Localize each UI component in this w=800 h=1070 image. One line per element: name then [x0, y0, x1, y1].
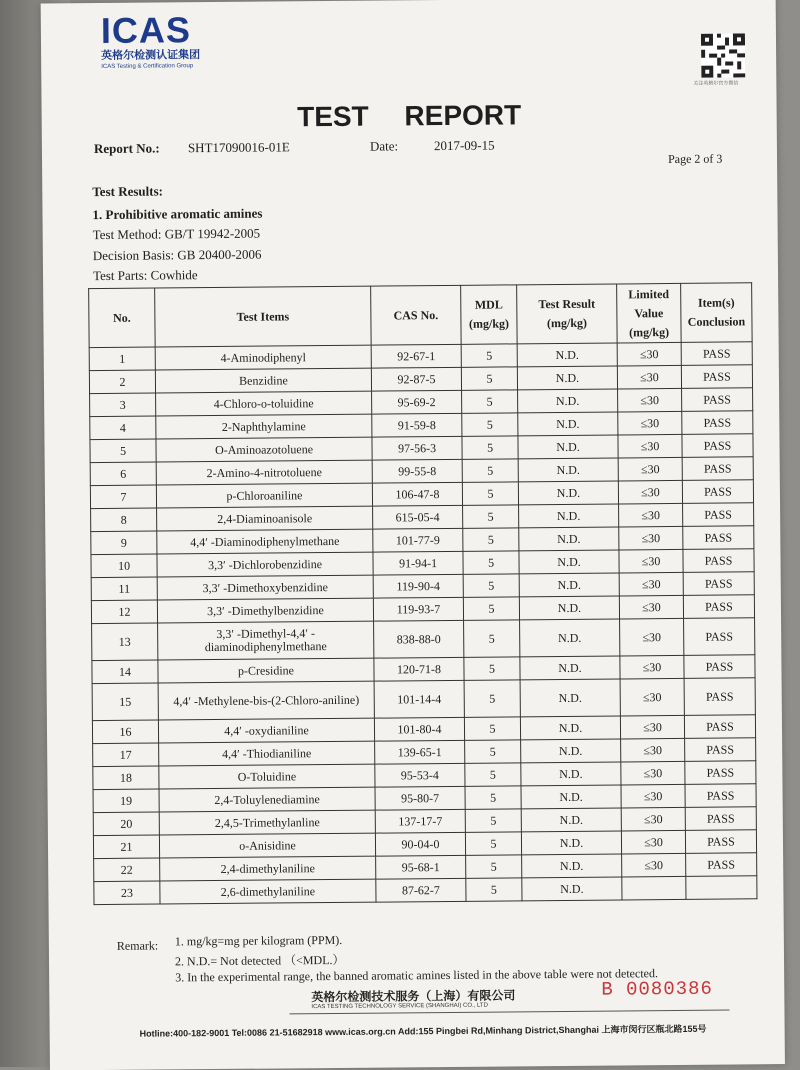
date-value: 2017-09-15	[433, 137, 495, 154]
cell-cas: 91-94-1	[373, 551, 463, 575]
cell-mdl: 5	[463, 597, 519, 620]
cell-no: 10	[91, 554, 157, 578]
cell-cas: 95-68-1	[376, 855, 466, 879]
company-name-cn: 英格尔检测技术服务（上海）有限公司	[311, 988, 516, 1005]
test-results-label: Test Results:	[92, 183, 164, 200]
cell-mdl: 5	[465, 832, 521, 855]
cell-limit: ≤30	[622, 853, 686, 877]
cell-result: N.D.	[521, 762, 621, 786]
cell-item: 3,3′ -Dimethylbenzidine	[157, 598, 373, 623]
section-heading: 1. Prohibitive aromatic amines	[92, 205, 263, 223]
cell-result: N.D.	[521, 785, 621, 809]
cell-result: N.D.	[518, 435, 618, 459]
cell-conclusion: PASS	[685, 738, 756, 762]
cell-result: N.D.	[518, 458, 618, 482]
cell-result: N.D.	[521, 831, 621, 855]
cell-conclusion: PASS	[684, 655, 755, 679]
cell-limit: ≤30	[617, 365, 681, 389]
cell-no: 23	[94, 881, 160, 905]
cell-item: 2,4-Toluylenediamine	[159, 787, 375, 812]
cell-mdl: 5	[466, 878, 522, 901]
cell-conclusion	[686, 876, 757, 900]
cell-conclusion: PASS	[684, 678, 755, 716]
logo-english: ICAS Testing & Certification Group	[101, 63, 194, 70]
cell-limit: ≤30	[621, 830, 685, 854]
cell-limit	[622, 876, 686, 900]
cell-limit: ≤30	[619, 526, 683, 550]
cell-conclusion: PASS	[681, 365, 752, 389]
cell-result: N.D.	[519, 550, 619, 574]
cell-no: 2	[89, 370, 155, 394]
footer-contact: Hotline:400-182-9001 Tel:0086 21-51682918 www.icas.org.cn Add:155 Pingbei Rd,Minhang District,Shanghai 上海市闵行区瓶北路155号	[139, 1023, 707, 1039]
cell-conclusion: PASS	[682, 388, 753, 412]
cell-mdl: 5	[466, 855, 522, 878]
cell-cas: 99-55-8	[372, 459, 462, 483]
cell-cas: 119-93-7	[373, 597, 463, 621]
cell-item: 2,4-dimethylaniline	[160, 856, 376, 881]
cell-limit: ≤30	[619, 595, 683, 619]
cell-no: 21	[93, 835, 159, 859]
cell-result: N.D.	[520, 656, 620, 680]
cell-mdl: 5	[465, 763, 521, 786]
cell-result: N.D.	[521, 808, 621, 832]
cell-no: 18	[93, 766, 159, 790]
cell-mdl: 5	[462, 482, 518, 505]
cell-limit: ≤30	[621, 761, 685, 785]
logo-text: ICAS	[100, 9, 192, 51]
header-mdl: MDL (mg/kg)	[461, 285, 518, 344]
cell-no: 12	[91, 600, 157, 624]
cell-result: N.D.	[520, 679, 620, 717]
cell-mdl: 5	[464, 657, 520, 680]
cell-mdl: 5	[464, 680, 520, 717]
cell-limit: ≤30	[618, 480, 682, 504]
cell-cas: 101-80-4	[374, 717, 464, 741]
remark-line-3: 3. In the experimental range, the banned aromatic amines listed in the above table were not detected.	[175, 966, 659, 985]
cell-conclusion: PASS	[683, 572, 754, 596]
cell-conclusion: PASS	[684, 715, 755, 739]
cell-item: 4-Chloro-o-toluidine	[156, 391, 372, 416]
cell-item: 2,6-dimethylaniline	[160, 879, 376, 904]
cell-conclusion: PASS	[683, 526, 754, 550]
cell-conclusion: PASS	[682, 457, 753, 481]
cell-conclusion: PASS	[685, 830, 756, 854]
header-no: No.	[89, 288, 156, 348]
cell-cas: 106-47-8	[372, 482, 462, 506]
cell-item: p-Chloroaniline	[156, 483, 372, 508]
cell-limit: ≤30	[619, 503, 683, 527]
cell-mdl: 5	[464, 717, 520, 740]
cell-cas: 95-80-7	[375, 786, 465, 810]
cell-limit: ≤30	[618, 457, 682, 481]
cell-mdl: 5	[465, 740, 521, 763]
cell-no: 3	[90, 393, 156, 417]
remark-label: Remark:	[116, 938, 159, 953]
remark-line-2: 2. N.D.= Not detected （<MDL.）	[174, 952, 345, 969]
cell-cas: 92-87-5	[371, 367, 461, 391]
cell-item: 2,4,5-Trimethylanline	[159, 810, 375, 835]
report-no-value: SHT17090016-01E	[187, 139, 290, 156]
cell-cas: 615-05-4	[373, 505, 463, 529]
cell-conclusion: PASS	[685, 807, 756, 831]
test-parts: Test Parts: Cowhide	[92, 267, 198, 284]
cell-no: 8	[91, 508, 157, 532]
cell-cas: 101-14-4	[374, 680, 464, 718]
cell-conclusion: PASS	[684, 618, 755, 656]
cell-conclusion: PASS	[685, 761, 756, 785]
company-name-en: ICAS TESTING TECHNOLOGY SERVICE (SHANGHAI) CO., LTD	[311, 1002, 488, 1011]
cell-mdl: 5	[462, 436, 518, 459]
cell-no: 13	[92, 623, 158, 661]
cell-cas: 139-65-1	[375, 740, 465, 764]
cell-no: 16	[92, 720, 158, 744]
cell-limit: ≤30	[619, 549, 683, 573]
cell-no: 15	[92, 683, 158, 721]
cell-result: N.D.	[521, 739, 621, 763]
cell-no: 1	[89, 347, 155, 371]
cell-item: 4,4′ -Methylene-bis-(2-Chloro-aniline)	[158, 681, 374, 720]
cell-result: N.D.	[520, 716, 620, 740]
report-page	[41, 0, 785, 1070]
cell-cas: 91-59-8	[372, 413, 462, 437]
cell-result: N.D.	[522, 877, 622, 901]
header-limited-value: Limited Value (mg/kg)	[617, 283, 682, 343]
cell-limit: ≤30	[621, 807, 685, 831]
header-cas: CAS No.	[371, 285, 462, 345]
cell-limit: ≤30	[618, 388, 682, 412]
cell-item: Benzidine	[155, 368, 371, 393]
header-conclusion: Item(s) Conclusion	[681, 283, 753, 343]
company-logo	[100, 9, 232, 71]
cell-limit: ≤30	[620, 618, 684, 656]
cell-mdl: 5	[463, 551, 519, 574]
cell-result: N.D.	[520, 619, 620, 657]
cell-limit: ≤30	[618, 434, 682, 458]
cell-item: o-Anisidine	[159, 833, 375, 858]
date-label: Date:	[369, 138, 399, 154]
logo-chinese: 英格尔检测认证集团	[101, 48, 201, 62]
cell-no: 22	[94, 858, 160, 882]
cell-no: 7	[90, 485, 156, 509]
cell-mdl: 5	[464, 620, 520, 657]
cell-limit: ≤30	[620, 678, 684, 716]
table-row	[92, 678, 755, 721]
cell-mdl: 5	[461, 367, 517, 390]
cell-cas: 92-67-1	[371, 344, 461, 368]
cell-no: 14	[92, 660, 158, 684]
cell-result: N.D.	[518, 412, 618, 436]
decision-basis: Decision Basis: GB 20400-2006	[92, 246, 262, 264]
cell-result: N.D.	[519, 596, 619, 620]
cell-item: 2-Naphthylamine	[156, 414, 372, 439]
cell-mdl: 5	[463, 505, 519, 528]
cell-result: N.D.	[517, 343, 617, 367]
cell-cas: 95-53-4	[375, 763, 465, 787]
cell-no: 20	[93, 812, 159, 836]
cell-conclusion: PASS	[683, 503, 754, 527]
cell-item: 4,4′ -Thiodianiline	[159, 741, 375, 766]
table-header-row	[89, 283, 752, 348]
cell-item: 3,3′ -Dichlorobenzidine	[157, 552, 373, 577]
cell-cas: 119-90-4	[373, 574, 463, 598]
cell-cas: 838-88-0	[374, 620, 464, 658]
header-test-items: Test Items	[155, 286, 372, 347]
cell-item: 2,4-Diaminoanisole	[157, 506, 373, 531]
cell-limit: ≤30	[621, 738, 685, 762]
cell-conclusion: PASS	[683, 595, 754, 619]
header-test-result: Test Result (mg/kg)	[517, 284, 618, 344]
cell-result: N.D.	[518, 389, 618, 413]
cell-no: 19	[93, 789, 159, 813]
cell-no: 11	[91, 577, 157, 601]
cell-mdl: 5	[462, 459, 518, 482]
cell-item: 4,4′ -Diaminodiphenylmethane	[157, 529, 373, 554]
cell-item: O-Toluidine	[159, 764, 375, 789]
cell-conclusion: PASS	[686, 853, 757, 877]
footer-divider	[289, 1010, 729, 1015]
cell-result: N.D.	[517, 366, 617, 390]
table-row	[94, 876, 757, 905]
cell-no: 5	[90, 439, 156, 463]
cell-mdl: 5	[463, 528, 519, 551]
serial-number: B 0080386	[601, 977, 713, 1001]
cell-cas: 120-71-8	[374, 657, 464, 681]
cell-mdl: 5	[463, 574, 519, 597]
cell-cas: 87-62-7	[376, 878, 466, 902]
cell-result: N.D.	[522, 854, 622, 878]
cell-limit: ≤30	[617, 342, 681, 366]
cell-conclusion: PASS	[682, 480, 753, 504]
cell-conclusion: PASS	[683, 549, 754, 573]
cell-mdl: 5	[465, 786, 521, 809]
cell-mdl: 5	[465, 809, 521, 832]
cell-item: 4,4′ -oxydianiline	[158, 718, 374, 743]
cell-conclusion: PASS	[682, 434, 753, 458]
cell-item: 3,3′ -Dimethoxybenzidine	[157, 575, 373, 600]
cell-cas: 90-04-0	[375, 832, 465, 856]
cell-item: 2-Amino-4-nitrotoluene	[156, 460, 372, 485]
cell-conclusion: PASS	[681, 342, 752, 366]
cell-cas: 97-56-3	[372, 436, 462, 460]
qr-code-icon	[701, 33, 745, 77]
cell-cas: 95-69-2	[372, 390, 462, 414]
cell-conclusion: PASS	[682, 411, 753, 435]
cell-item: O-Aminoazotoluene	[156, 437, 372, 462]
cell-result: N.D.	[518, 481, 618, 505]
cell-no: 9	[91, 531, 157, 555]
cell-cas: 137-17-7	[375, 809, 465, 833]
cell-item: 3,3′ -Dimethyl-4,4′ -diaminodiphenylmethane	[158, 621, 374, 660]
report-title: TEST REPORT	[296, 99, 522, 133]
cell-mdl: 5	[462, 413, 518, 436]
cell-result: N.D.	[519, 504, 619, 528]
cell-no: 4	[90, 416, 156, 440]
table-row	[92, 618, 755, 661]
page-number: Page 2 of 3	[667, 151, 723, 167]
cell-result: N.D.	[519, 527, 619, 551]
cell-item: p-Cresidine	[158, 658, 374, 683]
report-no-label: Report No.:	[93, 140, 160, 157]
cell-limit: ≤30	[620, 655, 684, 679]
cell-limit: ≤30	[621, 784, 685, 808]
cell-no: 17	[93, 743, 159, 767]
cell-conclusion: PASS	[685, 784, 756, 808]
cell-mdl: 5	[462, 390, 518, 413]
cell-item: 4-Aminodiphenyl	[155, 345, 371, 370]
test-method: Test Method: GB/T 19942-2005	[92, 225, 261, 243]
results-table	[88, 282, 757, 905]
cell-limit: ≤30	[619, 572, 683, 596]
remark-line-1: 1. mg/kg=mg per kilogram (PPM).	[174, 932, 343, 949]
cell-limit: ≤30	[618, 411, 682, 435]
cell-result: N.D.	[519, 573, 619, 597]
cell-mdl: 5	[461, 344, 517, 367]
cell-limit: ≤30	[620, 715, 684, 739]
cell-no: 6	[90, 462, 156, 486]
qr-caption: 关注英格尔官方微信	[693, 80, 739, 87]
cell-cas: 101-77-9	[373, 528, 463, 552]
